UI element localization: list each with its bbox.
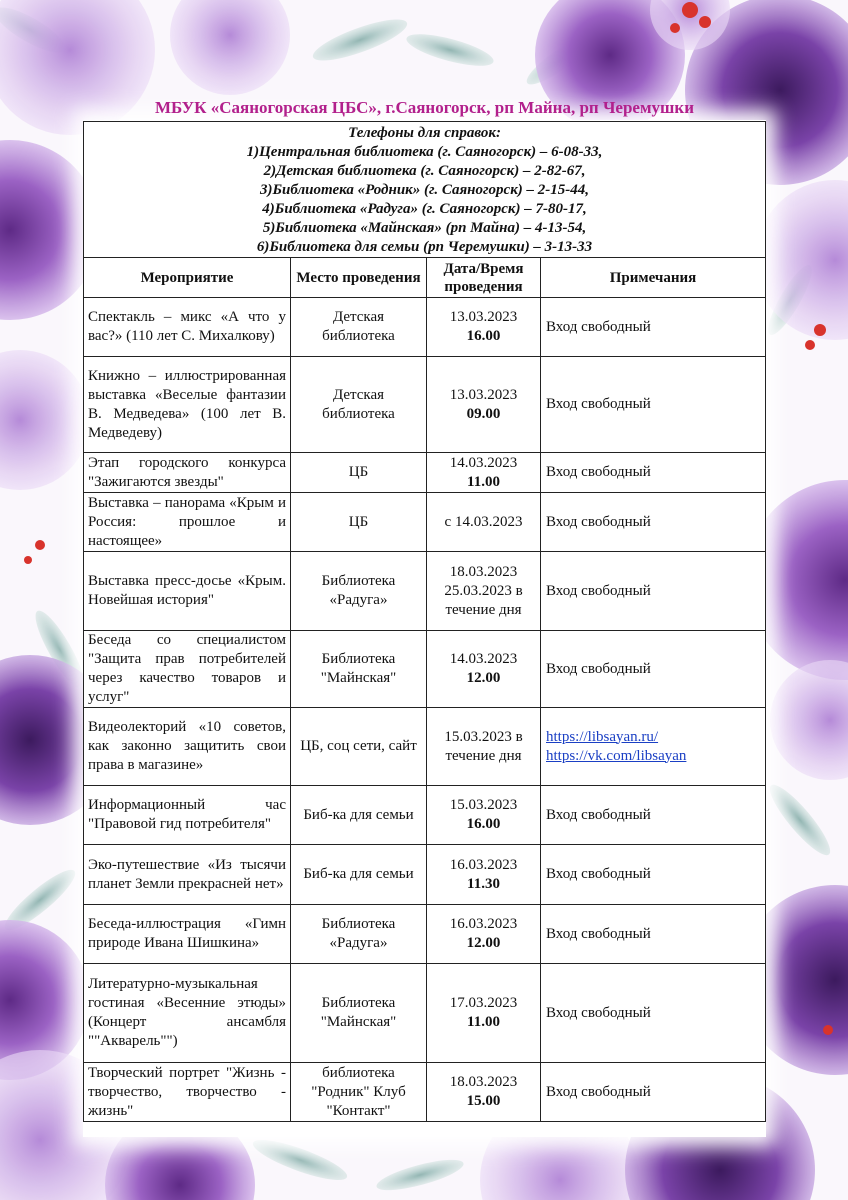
event-place: Детская библиотека (291, 298, 427, 357)
event-note: Вход свободный (541, 845, 766, 905)
event-title: Видеолекторий «10 советов, как законно защитить свои права в магазине» (84, 708, 291, 786)
column-header-notes: Примечания (541, 258, 766, 298)
event-place: Библиотека «Радуга» (291, 905, 427, 964)
event-place: ЦБ, соц сети, сайт (291, 708, 427, 786)
event-date: 15.03.2023 (449, 797, 518, 813)
column-header-place: Место проведения (291, 258, 427, 298)
phones-heading: Телефоны для справок: (348, 125, 501, 141)
external-link[interactable]: https://libsayan.ru/ (546, 728, 659, 745)
column-header-date: Дата/Время проведения (427, 258, 541, 298)
phone-line: 4)Библиотека «Радуга» (г. Саяногорск) – 7-80-17, (262, 201, 587, 217)
event-datetime (427, 905, 541, 964)
event-date: 17.03.2023 (449, 995, 518, 1011)
phones-block (84, 122, 766, 258)
event-time: 16.00 (466, 816, 501, 832)
event-datetime (427, 845, 541, 905)
event-title: Беседа со специалистом "Защита прав потребителей через качество товаров и услуг" (84, 631, 291, 708)
event-datetime (427, 453, 541, 493)
event-time: 11.00 (467, 473, 500, 490)
event-place: Библиотека «Радуга» (291, 552, 427, 631)
event-date: с 14.03.2023 (444, 513, 523, 530)
page-title: МБУК «Саяногорская ЦБС», г.Саяногорск, рп Майна, рп Черемушки (154, 98, 694, 117)
event-title: Беседа-иллюстрация «Гимн природе Ивана Шишкина» (84, 905, 291, 964)
event-date: 14.03.2023 (449, 651, 518, 667)
event-place: ЦБ (291, 453, 427, 493)
event-date: 15.03.2023 в течение дня (444, 728, 523, 764)
table-row (84, 298, 766, 357)
event-date: 13.03.2023 (449, 386, 518, 403)
event-title: Книжно – иллюстрированная выставка «Веселые фантазии В. Медведева» (100 лет В. Медведеву) (84, 357, 291, 453)
phone-line: 5)Библиотека «Майнская» (рп Майна) – 4-13-54, (262, 220, 587, 236)
table-row (84, 357, 766, 453)
events-table (83, 121, 766, 1122)
event-title: Выставка – панорама «Крым и Россия: прошлое и настоящее» (84, 493, 291, 552)
table-row (84, 845, 766, 905)
event-note: Вход свободный (541, 298, 766, 357)
event-title: Литературно-музыкальная гостиная «Весенние этюды» (Концерт ансамбля ""Акварель"") (84, 964, 291, 1063)
event-datetime (427, 357, 541, 453)
event-datetime (427, 298, 541, 357)
event-datetime (427, 786, 541, 845)
phone-line: 3)Библиотека «Родник» (г. Саяногорск) – 2-15-44, (260, 182, 590, 198)
event-time: 16.00 (466, 328, 501, 344)
event-date: 13.03.2023 (449, 309, 518, 325)
table-row (84, 493, 766, 552)
event-note: Вход свободный (541, 1063, 766, 1122)
external-link[interactable]: https://vk.com/libsayan (546, 747, 687, 764)
event-time: 11.30 (467, 875, 500, 892)
event-note: Вход свободный (541, 905, 766, 964)
event-place: Библиотека "Майнская" (291, 631, 427, 708)
event-time: 15.00 (466, 1093, 501, 1109)
event-date: 16.03.2023 (449, 916, 518, 932)
event-title: Эко-путешествие «Из тысячи планет Земли прекрасней нет» (84, 845, 291, 905)
event-place: библиотека "Родник" Клуб "Контакт" (291, 1063, 427, 1122)
event-datetime (427, 552, 541, 631)
phone-line: 6)Библиотека для семьи (рп Черемушки) – 3-13-33 (256, 239, 593, 255)
phone-line: 2)Детская библиотека (г. Саяногорск) – 2-82-67, (263, 163, 586, 179)
event-datetime (427, 631, 541, 708)
event-note: Вход свободный (541, 493, 766, 552)
event-place: Библиотека "Майнская" (291, 964, 427, 1063)
event-place: Биб-ка для семьи (291, 845, 427, 905)
table-row (84, 905, 766, 964)
event-place: Детская библиотека (291, 357, 427, 453)
table-row (84, 708, 766, 786)
event-datetime (427, 493, 541, 552)
table-row (84, 552, 766, 631)
event-date: 16.03.2023 (449, 856, 518, 873)
event-note: Вход свободный (541, 453, 766, 493)
phone-line: 1)Центральная библиотека (г. Саяногорск) – 6-08-33, (246, 144, 603, 160)
event-time: 12.00 (466, 670, 501, 686)
event-title: Этап городского конкурса "Зажигаются звезды" (84, 453, 291, 493)
table-row (84, 453, 766, 493)
event-note: Вход свободный (541, 631, 766, 708)
event-place: ЦБ (291, 493, 427, 552)
event-date: 18.03.2023 25.03.2023 в течение дня (444, 563, 523, 618)
event-datetime (427, 708, 541, 786)
event-title: Творческий портрет "Жизнь - творчество, творчество - жизнь" (84, 1063, 291, 1122)
event-title: Выставка пресс-досье «Крым. Новейшая история" (84, 552, 291, 631)
table-header-row (84, 258, 766, 298)
table-row (84, 964, 766, 1063)
event-datetime (427, 1063, 541, 1122)
phones-row (84, 122, 766, 258)
table-row (84, 631, 766, 708)
table-row (84, 1063, 766, 1122)
event-title: Информационный час "Правовой гид потребителя" (84, 786, 291, 845)
event-place: Биб-ка для семьи (291, 786, 427, 845)
event-time: 11.00 (467, 1014, 500, 1030)
event-datetime (427, 964, 541, 1063)
event-time: 09.00 (466, 405, 501, 422)
event-title: Спектакль – микс «А что у вас?» (110 лет С. Михалкову) (84, 298, 291, 357)
event-note: Вход свободный (541, 357, 766, 453)
event-date: 14.03.2023 (449, 454, 518, 471)
event-date: 18.03.2023 (449, 1074, 518, 1090)
event-note: Вход свободный (541, 964, 766, 1063)
column-header-event: Мероприятие (84, 258, 291, 298)
event-note (541, 708, 766, 786)
event-note: Вход свободный (541, 552, 766, 631)
event-time: 12.00 (466, 935, 501, 951)
event-note: Вход свободный (541, 786, 766, 845)
table-row (84, 786, 766, 845)
